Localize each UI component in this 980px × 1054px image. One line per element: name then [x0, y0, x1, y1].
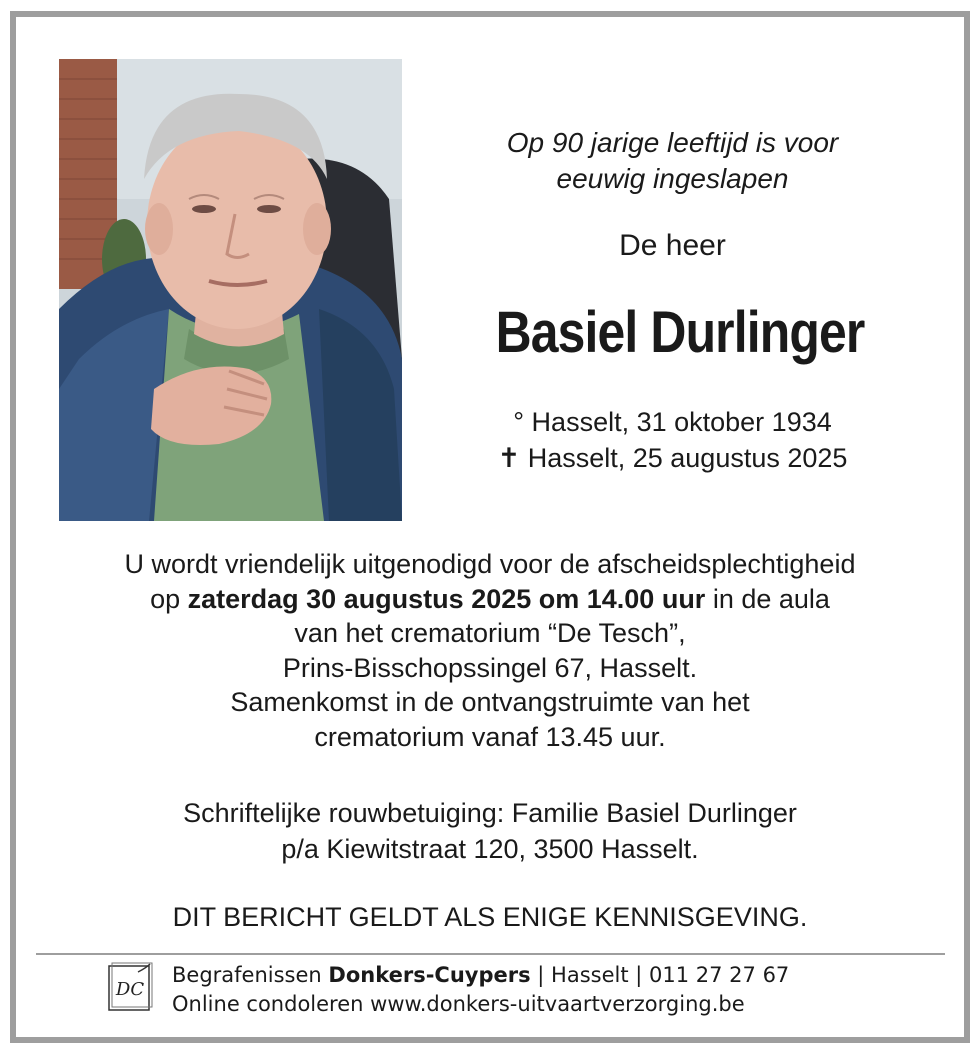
logo-letters: DC: [115, 979, 145, 1000]
online-condolence-line: [172, 990, 932, 1019]
funeral-home-info: [172, 961, 932, 1019]
online-condolence-label: Online condoleren: [172, 992, 371, 1016]
funeral-home-prefix: Begrafenissen: [172, 963, 329, 987]
invitation-line-3: van het crematorium “De Tesch”,: [294, 618, 686, 649]
deceased-name: Basiel Durlinger: [495, 300, 865, 365]
footer-divider: [36, 953, 945, 955]
portrait-photo: [59, 59, 402, 521]
invitation-line-5: Samenkomst in de ontvangstruimte van het: [230, 687, 750, 718]
funeral-home-name: Donkers-Cuypers: [328, 963, 531, 987]
ceremony-invitation: [40, 547, 940, 755]
condolence-address: [40, 795, 940, 867]
invitation-line-2-pre: op: [150, 583, 188, 614]
funeral-home-website-link[interactable]: www.donkers-uitvaartverzorging.be: [370, 992, 745, 1016]
invitation-line-2: [40, 582, 940, 617]
honorific: De heer: [619, 229, 726, 262]
official-notice: DIT BERICHT GELDT ALS ENIGE KENNISGEVING.: [172, 902, 808, 932]
funeral-home-phone: 011 27 27 67: [649, 963, 790, 987]
intro-text: [440, 125, 905, 197]
invitation-line-4: Prins-Bisschopssingel 67, Hasselt.: [282, 652, 698, 683]
invitation-line-1: U wordt vriendelijk uitgenodigd voor de afscheidsplechtigheid: [124, 549, 856, 579]
ceremony-datetime: zaterdag 30 augustus 2025 om 14.00 uur: [187, 583, 706, 614]
intro-line-2: eeuwig ingeslapen: [556, 163, 789, 194]
life-dates: [440, 404, 905, 476]
intro-line-1: Op 90 jarige leeftijd is voor: [506, 127, 839, 158]
condolence-line-1: Schriftelijke rouwbetuiging: Familie Basiel Durlinger: [183, 798, 797, 828]
birth-date: ° Hasselt, 31 oktober 1934: [513, 407, 832, 437]
death-date: ✝ Hasselt, 25 augustus 2025: [497, 443, 848, 473]
invitation-line-2-post: in de aula: [705, 583, 830, 614]
funeral-home-line: [172, 961, 932, 990]
funeral-home-logo-icon: [108, 962, 154, 1012]
funeral-home-city: | Hasselt |: [530, 963, 650, 987]
condolence-line-2: p/a Kiewitstraat 120, 3500 Hasselt.: [281, 834, 699, 864]
invitation-line-6: crematorium vanaf 13.45 uur.: [314, 721, 666, 752]
